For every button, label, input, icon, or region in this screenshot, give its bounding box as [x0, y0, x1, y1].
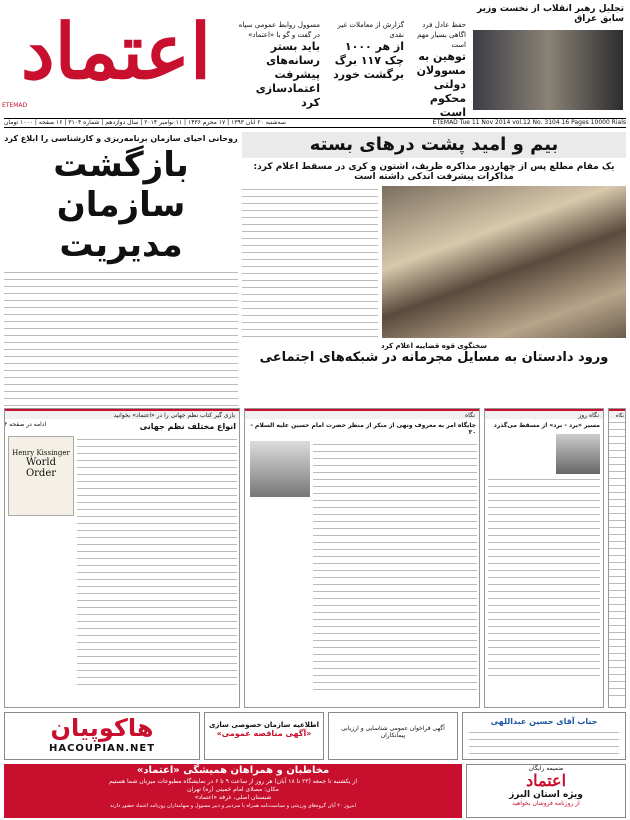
lead-body [4, 269, 238, 419]
book-cover: Henry Kissinger World Order [8, 436, 74, 516]
teaser-sepah: مسوول روابط عمومی سپاه در گفت و گو با «اعتماد» باید بستر رسانه‌های پیشرفت اعتماد‌سازی کرد [238, 21, 320, 109]
book-strip: بازی گیر کتاب نظم جهانی را در «اعتماد» بخوانید [5, 409, 239, 419]
lead-kicker: روحانی احیای سازمان برنامه‌ریزی و کارشناسی را ابلاغ کرد [4, 134, 238, 143]
leader-photo [473, 30, 623, 110]
info-bar [4, 118, 626, 128]
hacoupian-url: HACOUPIAN.NET [48, 743, 156, 754]
masthead-logo: اعتماد [20, 7, 212, 96]
khuzestan-ad: آگهی فراخوان عمومی شناسایی و ارزیابی پیمانکاران [328, 712, 458, 760]
view2-title: مسیر «برد - برد» از مسقط می‌گذرد [493, 422, 600, 429]
view1-author-photo [250, 441, 310, 497]
supplement-logo: اعتماد [525, 771, 567, 790]
masthead [2, 2, 230, 114]
view2-body [488, 476, 600, 676]
teaser-leader: تجلیل رهبر انقلاب از نخست وزیر سابق عراق [470, 2, 626, 114]
far-right-strip: نگاه [609, 409, 625, 419]
second-headline: ورود دادستان به مسایل مجرمانه در شبکه‌های اجتماعی [259, 350, 609, 365]
lead-continue: ادامه در صفحه ۴ [4, 421, 47, 428]
far-right-body [609, 419, 625, 699]
main-headline: بیم و امید پشت درهای بسته [242, 132, 626, 158]
book-body [77, 436, 237, 686]
fair-banner-title: مخاطبان و همراهان همیشگی «اعتماد» [136, 765, 330, 776]
book-column [4, 408, 240, 708]
columns-row [4, 408, 626, 708]
privatization-ad: اطلاعیه سازمان خصوصی سازی «آگهی مناقصه عمومی» [204, 712, 324, 760]
condolence-ad: جناب آقای حسین عبداللهی [462, 712, 626, 760]
second-kicker: سخنگوی قوه قضاییه اعلام کرد [381, 342, 487, 350]
masthead-latin: ETEMAD [2, 102, 28, 109]
view-column-2 [484, 408, 604, 708]
view2-author-photo [556, 434, 600, 474]
info-bar-left: ETEMAD Tue 11 Nov 2014 vol.12 No. 3104 16 Pages 10000 Rials [432, 119, 626, 126]
view1-title: جایگاه امر به معروف ونهی از منکر از منظر حضرت امام حسین علیه السلام - ۳۰ [250, 422, 476, 436]
view1-body [313, 441, 477, 691]
main-sub-2: مذاکرات پیشرفت اندکی داشته است [354, 172, 514, 182]
far-right-column [608, 408, 626, 708]
hacoupian-ad [4, 712, 200, 760]
view-column-1 [244, 408, 480, 708]
negotiations-photo [382, 186, 626, 338]
teaser-insult: حفظ عادل فرد اگاهی بسیار مهم است توهین به مسوولان دولتی محکوم است [416, 21, 466, 119]
hacoupian-logo: هاکوپیان [50, 714, 154, 742]
lead-headline-1: بازگشت [53, 145, 189, 185]
view2-strip: نگاه روز [485, 409, 603, 419]
teaser-cheques: گزارش از معاملات غیر نقدی از هر ۱۰۰۰ چک ۱۱۷ برگ برگشت خورد [333, 21, 404, 81]
info-bar-right: سه‌شنبه ۲۰ آبان ۱۳۹۳ | ۱۷ محرم ۱۴۳۶ | ۱۱ نوامبر ۲۰۱۴ | سال دوازدهم | شماره ۳۱۰۴ | ۱۶ صفحه | ۱۰۰۰ تومان [4, 119, 286, 126]
main-body [242, 186, 378, 338]
main-story [242, 132, 626, 404]
view1-strip: نگاه [245, 409, 479, 419]
fair-banner: مخاطبان و همراهان همیشگی «اعتماد» از یکشنبه تا جمعه (۲۳ تا ۱۸ آبان) هر روز از ساعت ۹ تا ۶ در نمایشگاه مطبوعات میزبان شما هستیم مکان: مصلای امام خمینی (ره) تهران شبستان اصلی، غرفه «اعتماد» امروز ۲۰ آبان گروه‌های ورزشی و سیاست‌نامه همراه با سردبیر و دبیر مسوول و سهامداران روزنامه اعتماد حضور دارند [4, 764, 462, 818]
supplement-ad: ضمیمه رایگان اعتماد ویژه استان البرز از روزنامه فروشان بخواهید [466, 764, 626, 818]
book-title: انواع مختلف نظم جهانی [139, 422, 236, 431]
main-sub-1: یک مقام مطلع پس از چهاردور مذاکره ظریف، اشتون و کری در مسقط اعلام کرد: [253, 162, 615, 172]
lead-headline-2: سازمان مدیریت [56, 185, 186, 265]
